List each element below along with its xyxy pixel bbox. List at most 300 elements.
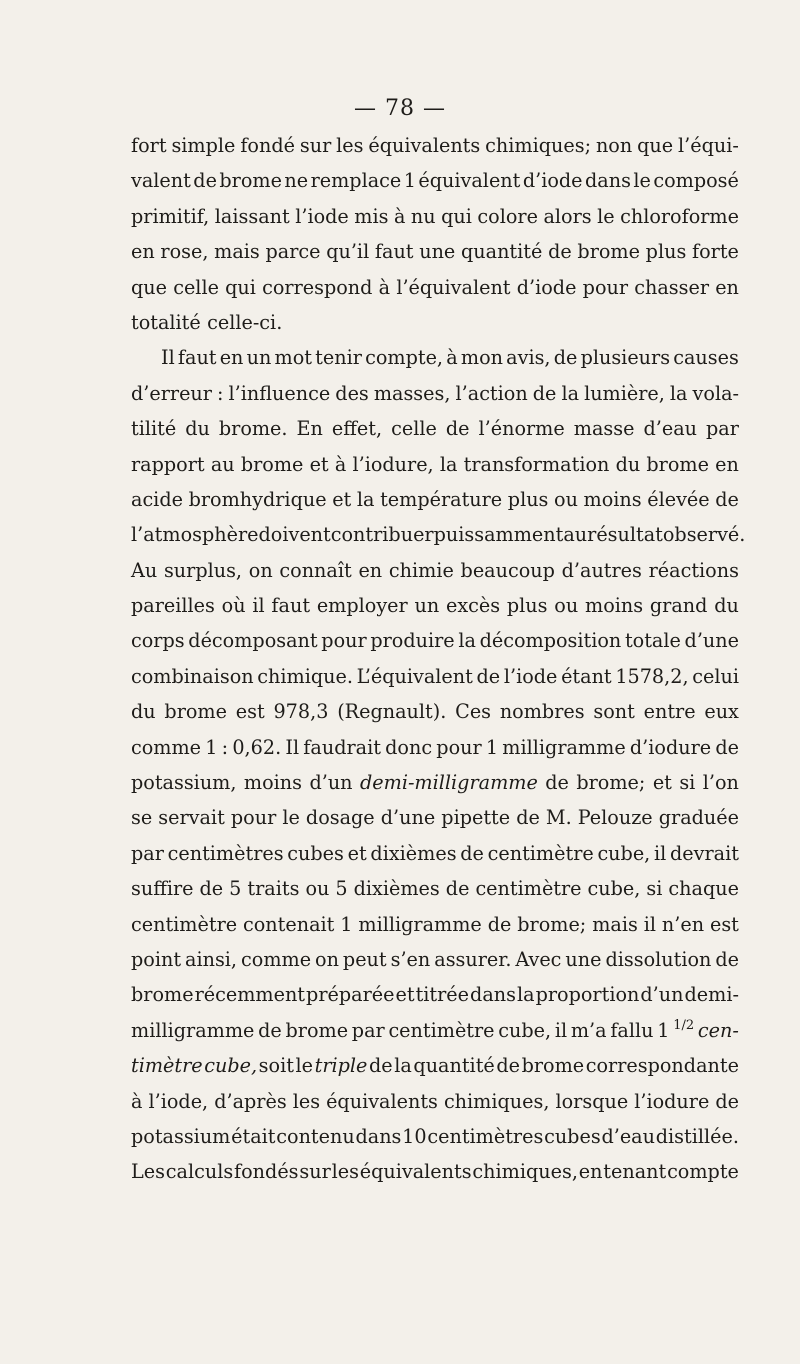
word: connaît xyxy=(279,558,352,582)
word: centimètres xyxy=(167,841,284,865)
word: que xyxy=(637,134,674,157)
word: dans xyxy=(585,169,631,193)
word: du xyxy=(185,417,210,441)
word: produire xyxy=(370,629,455,653)
word: par xyxy=(131,841,164,865)
word: récemment xyxy=(194,983,306,1007)
word: s’en xyxy=(390,947,431,971)
word: brome; xyxy=(517,912,587,936)
word: équivalents xyxy=(368,134,481,157)
text-line xyxy=(131,800,739,835)
word: plus xyxy=(507,487,549,511)
word: d’iode xyxy=(522,169,583,193)
word: demi-milligramme xyxy=(359,771,538,795)
word: triple xyxy=(314,1054,368,1078)
text-line xyxy=(131,1119,739,1154)
word: chimiques, xyxy=(443,1089,550,1113)
word: tilité xyxy=(131,417,177,441)
body-text xyxy=(131,128,746,1190)
word: était xyxy=(231,1124,276,1148)
word: Au xyxy=(131,558,158,582)
text-line xyxy=(131,730,739,765)
word: centimètre xyxy=(487,841,594,865)
text-line xyxy=(131,340,739,375)
word: proportion xyxy=(535,983,640,1007)
word: brome. xyxy=(218,417,288,441)
word: de xyxy=(369,1054,393,1078)
word: contenait xyxy=(243,912,335,936)
word: ainsi, xyxy=(185,947,238,971)
word: tenir xyxy=(315,346,362,370)
word: centimètres xyxy=(427,1124,544,1148)
word: cubes xyxy=(544,1124,601,1148)
word: comme xyxy=(131,735,202,759)
word: Les xyxy=(131,1160,165,1184)
word: 1 xyxy=(205,735,218,759)
word: n’en xyxy=(661,912,705,936)
word: observé. xyxy=(662,523,746,547)
word: traits xyxy=(247,877,300,901)
text-line xyxy=(131,517,746,552)
word: totalité xyxy=(131,310,201,334)
word: l’iode xyxy=(295,204,349,228)
word: de xyxy=(445,877,470,901)
word: calculs xyxy=(165,1160,234,1184)
word: M. xyxy=(545,806,572,830)
word: faut xyxy=(374,240,414,264)
word: effet, xyxy=(331,417,383,441)
word: faut xyxy=(271,594,311,618)
text-line xyxy=(131,234,739,269)
word: corps xyxy=(131,629,185,653)
word: par xyxy=(351,1018,385,1042)
word: un xyxy=(246,346,272,370)
word: brome xyxy=(646,452,709,476)
word: d’eau xyxy=(643,417,697,441)
word: dixièmes xyxy=(353,877,440,901)
word: : xyxy=(221,735,229,759)
word: En xyxy=(296,417,323,441)
word: parce xyxy=(265,240,321,264)
word: d’une xyxy=(380,806,436,830)
word: chimiques, xyxy=(472,1160,578,1184)
word: si xyxy=(646,877,663,901)
word: en xyxy=(715,275,739,299)
word: assurer. xyxy=(434,947,512,971)
word: milligramme xyxy=(502,735,626,759)
word: sur xyxy=(299,134,332,157)
word: colore xyxy=(477,204,538,228)
word: faudrait xyxy=(303,735,381,759)
word: mais xyxy=(592,912,638,936)
word: et xyxy=(347,841,367,865)
word: la xyxy=(439,452,458,476)
word: au xyxy=(563,523,588,547)
word: faut xyxy=(177,346,217,370)
word: pipette xyxy=(441,806,511,830)
word: quantité xyxy=(413,1054,495,1078)
text-line xyxy=(131,871,739,906)
word: de xyxy=(258,1018,282,1042)
word: résultat xyxy=(587,523,663,547)
word: mon xyxy=(460,346,503,370)
word: graduée xyxy=(658,806,739,830)
word: et xyxy=(652,771,672,795)
word: cube, xyxy=(587,877,641,901)
word: de xyxy=(460,841,484,865)
text-line xyxy=(131,1154,739,1189)
word: par xyxy=(706,417,739,441)
word: timètre xyxy=(131,1054,203,1078)
word: combinaison xyxy=(131,664,254,688)
word: étant xyxy=(561,664,612,688)
word: ou xyxy=(305,877,330,901)
word: qui xyxy=(225,275,256,299)
word: le xyxy=(597,204,615,228)
word: les xyxy=(336,134,364,157)
word: mis xyxy=(354,204,389,228)
word: correspondante xyxy=(585,1054,739,1078)
word: celle xyxy=(173,275,219,299)
word: 1 xyxy=(657,1018,670,1042)
text-line xyxy=(131,482,739,517)
word: la xyxy=(458,629,476,653)
word: de xyxy=(445,417,470,441)
word: distillée. xyxy=(655,1124,739,1148)
word: vola- xyxy=(692,381,739,405)
word: moins xyxy=(585,594,644,618)
word: des xyxy=(335,381,369,405)
word: une xyxy=(565,947,602,971)
word: en xyxy=(131,240,155,264)
word: 0,62. xyxy=(232,735,282,759)
word: milligramme xyxy=(358,912,482,936)
word: servait xyxy=(158,806,225,830)
word: de xyxy=(553,346,578,370)
word: compte xyxy=(667,1160,739,1184)
word: Avec xyxy=(515,947,562,971)
word: mais xyxy=(214,240,260,264)
word: élevée xyxy=(647,487,710,511)
word: lorsque xyxy=(555,1089,629,1113)
word: milligramme xyxy=(131,1018,255,1042)
word: une xyxy=(419,240,456,264)
word: chasser xyxy=(634,275,709,299)
word: fort xyxy=(131,134,167,157)
word: masses, xyxy=(373,381,451,405)
word: avis, xyxy=(506,346,551,370)
text-line xyxy=(131,1013,739,1048)
word: la xyxy=(356,487,375,511)
word: de xyxy=(193,169,217,193)
word: surplus, xyxy=(163,558,243,582)
word: (Regnault). xyxy=(337,700,447,724)
text-line xyxy=(131,907,739,942)
word: 1578,2, xyxy=(615,664,689,688)
word: à xyxy=(393,204,406,228)
word: brome xyxy=(577,240,640,264)
word: les xyxy=(292,1089,321,1113)
word: les xyxy=(331,1160,359,1184)
word: puissamment xyxy=(433,523,564,547)
word: l’influence xyxy=(228,381,331,405)
text-line xyxy=(131,199,739,234)
text-line xyxy=(131,588,739,623)
word: brome xyxy=(131,983,194,1007)
text-line xyxy=(131,659,739,694)
word: à xyxy=(334,452,347,476)
word: la xyxy=(561,381,580,405)
word: un xyxy=(414,594,440,618)
word: brome xyxy=(521,1054,585,1078)
word: potassium xyxy=(131,1124,231,1148)
word: brome xyxy=(240,452,304,476)
word: l’équi- xyxy=(678,134,739,157)
word: doivent xyxy=(258,523,331,547)
word: Il xyxy=(285,735,300,759)
word: 1/2 xyxy=(673,1018,695,1034)
text-line xyxy=(131,1048,739,1083)
word: d’après xyxy=(214,1089,287,1113)
word: de xyxy=(496,1054,520,1078)
word: de xyxy=(476,664,501,688)
word: pareilles xyxy=(131,594,215,618)
word: il xyxy=(252,594,265,618)
text-line xyxy=(131,163,739,198)
word: la xyxy=(517,983,535,1007)
word: que xyxy=(131,275,167,299)
text-line xyxy=(131,836,739,871)
word: où xyxy=(221,594,246,618)
text-line xyxy=(131,942,739,977)
word: 1 xyxy=(403,169,416,193)
word: l’énorme xyxy=(478,417,565,441)
word: et xyxy=(309,452,329,476)
word: brome xyxy=(285,1018,349,1042)
word: titrée xyxy=(415,983,470,1007)
word: tenant xyxy=(603,1160,667,1184)
word: qu’il xyxy=(326,240,370,264)
word: l’équivalent xyxy=(396,275,511,299)
word: m’a xyxy=(570,1018,607,1042)
word: dans xyxy=(355,1124,402,1148)
word: ou xyxy=(554,487,578,511)
word: il xyxy=(554,1018,568,1042)
word: 1 xyxy=(485,735,499,759)
word: décomposition xyxy=(479,629,622,653)
word: dixièmes xyxy=(370,841,457,865)
word: fondé xyxy=(240,134,295,157)
word: 978,3 xyxy=(273,700,329,724)
word: centimètre xyxy=(475,877,582,901)
word: l’iode, xyxy=(148,1089,209,1113)
word: l’atmosphère xyxy=(131,523,259,547)
word: ne xyxy=(284,169,309,193)
word: mot xyxy=(274,346,312,370)
word: équivalents xyxy=(359,1160,472,1184)
word: celle-ci. xyxy=(207,310,283,334)
word: il xyxy=(654,841,667,865)
word: chloroforme xyxy=(620,204,739,228)
word: pour xyxy=(230,806,277,830)
word: à xyxy=(131,1089,143,1113)
word: qui xyxy=(441,204,472,228)
word: d’eau xyxy=(601,1124,655,1148)
word: en xyxy=(358,558,383,582)
word: 1 xyxy=(340,912,353,936)
word: d’iodure xyxy=(629,735,712,759)
text-line xyxy=(131,447,739,482)
text-line xyxy=(131,694,739,729)
word: moins xyxy=(243,771,302,795)
word: celle xyxy=(391,417,437,441)
word: équivalents xyxy=(326,1089,438,1113)
word: employer xyxy=(316,594,408,618)
word: potassium, xyxy=(131,771,237,795)
word: celui xyxy=(692,664,739,688)
word: point xyxy=(131,947,182,971)
word: centimètre xyxy=(388,1018,495,1042)
word: si xyxy=(679,771,696,795)
word: contribuer xyxy=(330,523,434,547)
word: de xyxy=(715,1089,739,1113)
word: fallu xyxy=(610,1018,654,1042)
word: laissant xyxy=(214,204,290,228)
word: réactions xyxy=(648,558,739,582)
text-line xyxy=(131,765,739,800)
word: au xyxy=(210,452,235,476)
word: plus xyxy=(645,240,687,264)
word: dans xyxy=(470,983,516,1007)
word: demi- xyxy=(684,983,739,1007)
word: sont xyxy=(593,700,635,724)
word: il xyxy=(643,912,656,936)
word: l’iode xyxy=(503,664,558,688)
word: devrait xyxy=(670,841,739,865)
word: ou xyxy=(554,594,579,618)
word: du xyxy=(615,452,641,476)
word: suffire xyxy=(131,877,194,901)
word: de xyxy=(532,381,557,405)
word: simple xyxy=(171,134,236,157)
text-line xyxy=(131,128,739,163)
word: brome xyxy=(219,169,282,193)
word: en xyxy=(715,452,739,476)
word: primitif, xyxy=(131,204,210,228)
word: nu xyxy=(410,204,436,228)
word: de xyxy=(199,877,224,901)
text-line xyxy=(131,1084,739,1119)
word: forte xyxy=(692,240,739,264)
word: en xyxy=(578,1160,603,1184)
word: L’équivalent xyxy=(356,664,473,688)
word: le xyxy=(295,1054,314,1078)
text-line xyxy=(131,553,739,588)
word: 5 xyxy=(335,877,348,901)
word: excès xyxy=(445,594,501,618)
word: cube, xyxy=(597,841,651,865)
word: remplace xyxy=(310,169,402,193)
word: cen- xyxy=(697,1018,739,1042)
word: l’iodure, xyxy=(352,452,434,476)
word: soit xyxy=(258,1054,294,1078)
word: brome xyxy=(164,700,227,724)
text-line xyxy=(131,623,739,658)
word: la xyxy=(669,381,688,405)
word: chimie xyxy=(388,558,454,582)
word: du xyxy=(714,594,739,618)
word: totale xyxy=(624,629,681,653)
word: de xyxy=(715,947,739,971)
word: et xyxy=(332,487,352,511)
word: peut xyxy=(342,947,387,971)
text-line xyxy=(131,411,739,446)
word: rose, xyxy=(160,240,209,264)
word: eux xyxy=(704,700,739,724)
word: dosage xyxy=(305,806,375,830)
word: à xyxy=(446,346,458,370)
word: de xyxy=(715,735,739,759)
word: de xyxy=(516,806,540,830)
word: d’un xyxy=(640,983,684,1007)
text-line xyxy=(131,305,739,340)
word: nombres xyxy=(499,700,585,724)
word: la xyxy=(394,1054,412,1078)
text-line xyxy=(131,376,739,411)
word: comme xyxy=(241,947,312,971)
word: décomposant xyxy=(188,629,318,653)
word: lumière, xyxy=(584,381,665,405)
word: on xyxy=(248,558,273,582)
word: dissolution xyxy=(605,947,712,971)
word: Il xyxy=(161,346,175,370)
word: brome; xyxy=(576,771,646,795)
word: quantité xyxy=(461,240,543,264)
word: : xyxy=(217,381,224,405)
word: d’erreur xyxy=(131,381,212,405)
word: 5 xyxy=(229,877,242,901)
word: chimique. xyxy=(257,664,353,688)
word: préparée xyxy=(306,983,395,1007)
word: compte, xyxy=(365,346,444,370)
word: cube, xyxy=(498,1018,552,1042)
word: de xyxy=(715,487,739,511)
word: non xyxy=(595,134,633,157)
word: composé xyxy=(653,169,739,193)
word: d’iode xyxy=(516,275,577,299)
word: d’une xyxy=(684,629,739,653)
word: chaque xyxy=(668,877,739,901)
word: rapport xyxy=(131,452,205,476)
word: pour xyxy=(436,735,482,759)
word: plus xyxy=(506,594,548,618)
word: d’un xyxy=(309,771,353,795)
word: à xyxy=(378,275,391,299)
word: masse xyxy=(573,417,635,441)
word: beaucoup xyxy=(460,558,555,582)
word: est xyxy=(709,912,739,936)
word: l’iodure xyxy=(634,1089,710,1113)
text-line xyxy=(131,270,739,305)
word: l’action xyxy=(455,381,528,405)
word: cube, xyxy=(204,1054,258,1078)
word: Ces xyxy=(455,700,492,724)
page-number: — 78 — xyxy=(354,96,446,121)
word: chimiques; xyxy=(485,134,592,157)
word: équivalent xyxy=(418,169,521,193)
word: d’autres xyxy=(561,558,642,582)
word: Pelouze xyxy=(577,806,653,830)
